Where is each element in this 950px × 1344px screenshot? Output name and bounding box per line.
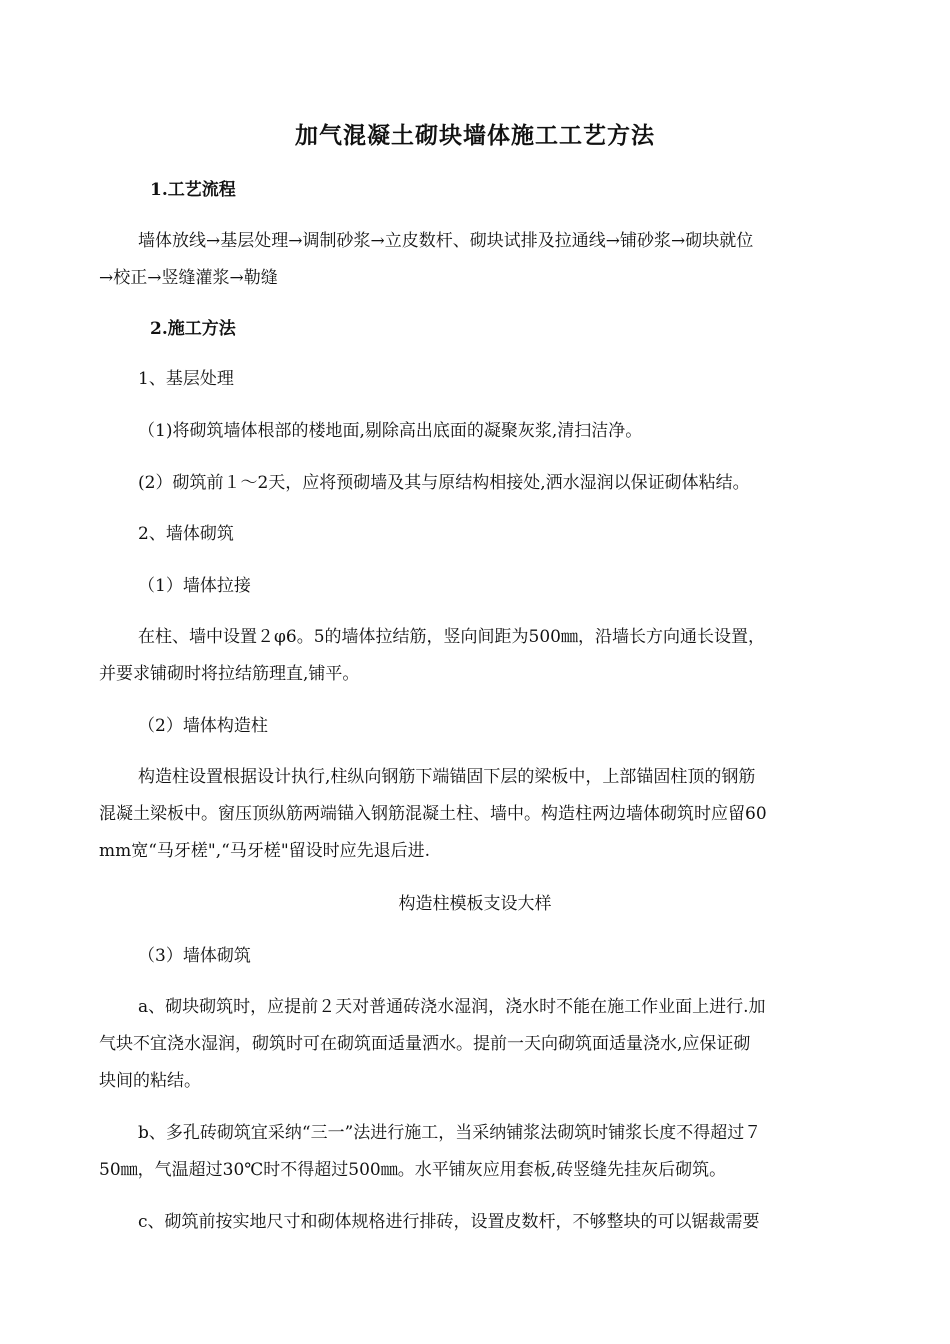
- figure-caption: 构造柱模板支设大样: [398, 894, 552, 914]
- wall-tie-text-line-2: 并要求铺砌时将拉结筋理直,铺平。: [99, 664, 360, 684]
- constructional-column-heading: （2）墙体构造柱: [138, 716, 268, 736]
- wall-masonry-heading: （3）墙体砌筑: [138, 946, 251, 966]
- constructional-column-text-line-3: mm宽“马牙槎",“马牙槎"留设时应先退后进.: [99, 841, 431, 861]
- section-heading-process-flow: 1.工艺流程: [150, 180, 236, 200]
- paragraph-a-line-3: 块间的粘结。: [99, 1071, 201, 1091]
- paragraph-b-line-1: b、多孔砖砌筑宜采纳“三一”法进行施工，当采纳铺浆法砌筑时铺浆长度不得超过７: [138, 1123, 762, 1143]
- paragraph-b-line-2: 50㎜，气温超过30℃时不得超过500㎜。水平铺灰应用套板,砖竖缝先挂灰后砌筑。: [99, 1160, 727, 1180]
- base-treatment-item-2: (2）砌筑前１～2天，应将预砌墙及其与原结构相接处,洒水湿润以保证砌体粘结。: [138, 473, 750, 493]
- paragraph-c-line-1: c、砌筑前按实地尺寸和砌体规格进行排砖，设置皮数杆，不够整块的可以锯裁需要: [138, 1212, 760, 1232]
- base-treatment-item-1: （1)将砌筑墙体根部的楼地面,剔除高出底面的凝聚灰浆,清扫洁净。: [138, 421, 643, 441]
- subsection-wall-masonry: 2、墙体砌筑: [138, 524, 234, 544]
- paragraph-a-line-1: a、砌块砌筑时，应提前２天对普通砖浇水湿润，浇水时不能在施工作业面上进行.加: [138, 997, 766, 1017]
- wall-tie-heading: （1）墙体拉接: [138, 576, 251, 596]
- constructional-column-text-line-1: 构造柱设置根据设计执行,柱纵向钢筋下端锚固下层的梁板中，上部锚固柱顶的钢筋: [138, 767, 756, 787]
- subsection-base-treatment: 1、基层处理: [138, 369, 234, 389]
- document-title: 加气混凝土砌块墙体施工工艺方法: [295, 122, 655, 149]
- paragraph-a-line-2: 气块不宜浇水湿润，砌筑时可在砌筑面适量洒水。提前一天向砌筑面适量浇水,应保证砌: [99, 1034, 751, 1054]
- flow-text-line-2: →校正→竖缝灌浆→勒缝: [99, 268, 278, 288]
- section-heading-construction-method: 2.施工方法: [150, 319, 236, 339]
- wall-tie-text-line-1: 在柱、墙中设置２φ6。5的墙体拉结筋，竖向间距为500㎜，沿墙长方向通长设置，: [138, 627, 765, 647]
- constructional-column-text-line-2: 混凝土梁板中。窗压顶纵筋两端锚入钢筋混凝土柱、墙中。构造柱两边墙体砌筑时应留60: [99, 804, 767, 824]
- flow-text-line-1: 墙体放线→基层处理→调制砂浆→立皮数杆、砌块试排及拉通线→铺砂浆→砌块就位: [138, 231, 754, 251]
